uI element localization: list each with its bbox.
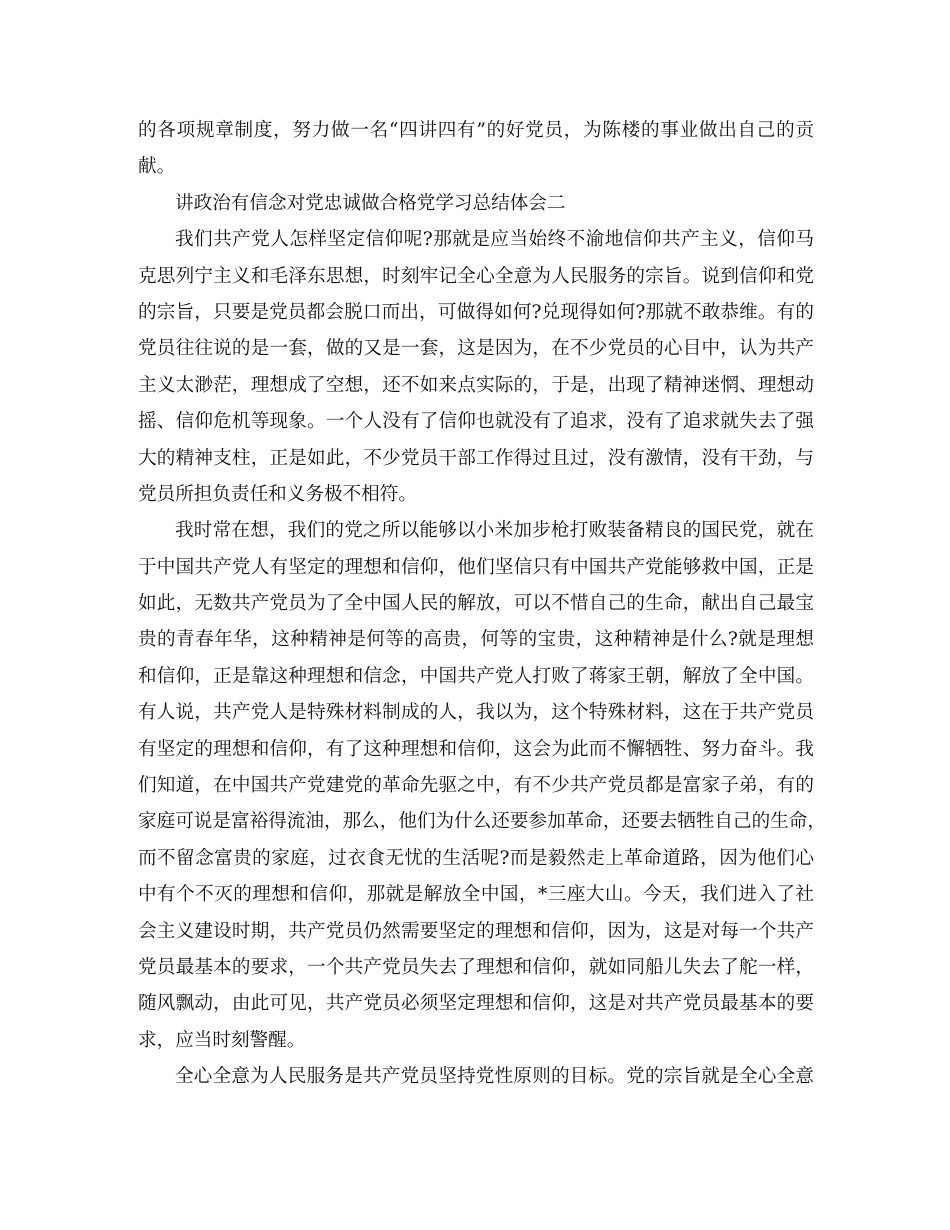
text-line: 和信仰，正是靠这种理想和信念，中国共产党人打败了蒋家王朝，解放了全中国。: [138, 665, 814, 687]
text-line: 贵的青春年华，这种精神是何等的高贵，何等的宝贵，这种精神是什么?就是理想: [138, 629, 814, 651]
text-line: 克思列宁主义和毛泽东思想，时刻牢记全心全意为人民服务的宗旨。说到信仰和党: [138, 265, 814, 287]
text-line: 于中国共产党人有坚定的理想和信仰，他们坚信只有中国共产党能够救中国，正是: [138, 556, 814, 578]
text-line: 党员最基本的要求，一个共产党员失去了理想和信仰，就如同船儿失去了舵一样，: [138, 956, 814, 978]
text-line: 有人说，共产党人是特殊材料制成的人，我以为，这个特殊材料，这在于共产党员: [138, 702, 814, 724]
text-line: 讲政治有信念对党忠诚做合格党学习总结体会二: [175, 192, 566, 214]
text-line: 献。: [138, 156, 176, 178]
text-line: 主义太渺茫，理想成了空想，还不如来点实际的，于是，出现了精神迷惘、理想动: [138, 374, 814, 396]
text-line: 如此，无数共产党员为了全中国人民的解放，可以不惜自己的生命，献出自己最宝: [138, 593, 814, 615]
text-line: 们知道，在中国共产党建党的革命先驱之中，有不少共产党员都是富家子弟，有的: [138, 775, 814, 797]
text-line: 党员所担负责任和义务极不相符。: [138, 483, 417, 505]
text-line: 随风飘动，由此可见，共产党员必须坚定理想和信仰，这是对共产党员最基本的要: [138, 993, 814, 1015]
text-line: 大的精神支柱，正是如此，不少党员干部工作得过且过，没有激情，没有干劲，与: [138, 447, 814, 469]
text-line: 党员往往说的是一套，做的又是一套，这是因为，在不少党员的心目中，认为共产: [138, 338, 814, 360]
text-line: 的各项规章制度，努力做一名“四讲四有”的好党员，为陈楼的事业做出自己的贡: [138, 120, 814, 141]
text-line: 会主义建设时期，共产党员仍然需要坚定的理想和信仰，因为，这是对每一个共产: [138, 920, 814, 942]
text-line: 中有个不灭的理想和信仰，那就是解放全中国，*三座大山。今天，我们进入了社: [138, 884, 814, 906]
text-line: 家庭可说是富裕得流油，那么，他们为什么还要参加革命，还要去牺牲自己的生命，: [138, 811, 826, 833]
text-line: 有坚定的理想和信仰，有了这种理想和信仰，这会为此而不懈牺牲、努力奋斗。我: [138, 738, 814, 760]
text-line: 摇、信仰危机等现象。一个人没有了信仰也就没有了追求，没有了追求就失去了强: [138, 411, 814, 433]
text-line: 全心全意为人民服务是共产党员坚持党性原则的目标。党的宗旨就是全心全意: [175, 1066, 814, 1088]
text-line: 的宗旨，只要是党员都会脱口而出，可做得如何?兑现得如何?那就不敢恭维。有的: [138, 301, 814, 323]
text-line: 我时常在想，我们的党之所以能够以小米加步枪打败装备精良的国民党，就在: [175, 520, 814, 542]
text-line: 求，应当时刻警醒。: [138, 1029, 306, 1051]
text-line: 而不留念富贵的家庭，过衣食无忧的生活呢?而是毅然走上革命道路，因为他们心: [138, 847, 814, 869]
document-page: [138, 113, 826, 1096]
text-line: 我们共产党人怎样坚定信仰呢?那就是应当始终不渝地信仰共产主义，信仰马: [175, 229, 814, 251]
